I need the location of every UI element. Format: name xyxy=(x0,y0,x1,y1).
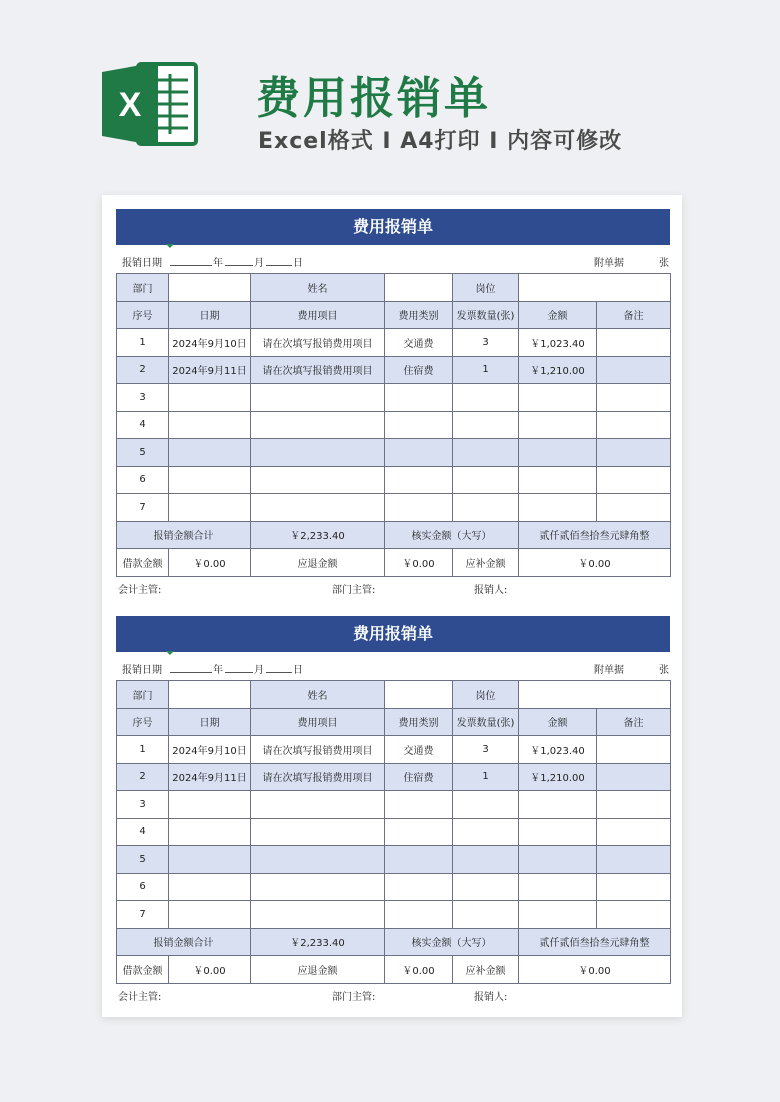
supplement-value[interactable]: ￥0.00 xyxy=(519,549,671,577)
table-cell[interactable] xyxy=(169,439,251,467)
table-cell[interactable] xyxy=(169,681,251,709)
refund-label: 应退金额 xyxy=(251,956,385,984)
table-cell[interactable] xyxy=(597,818,671,846)
table-cell[interactable] xyxy=(453,873,519,901)
table-cell[interactable]: 7 xyxy=(117,901,169,929)
dept-manager-label: 部门主管: xyxy=(332,584,376,596)
total-value[interactable]: ￥2,233.40 xyxy=(251,928,385,956)
column-header: 日期 xyxy=(169,301,251,329)
table-row xyxy=(117,791,671,819)
column-header: 金额 xyxy=(519,301,597,329)
table-cell[interactable]: ￥1,023.40 xyxy=(519,329,597,357)
total-label: 报销金额合计 xyxy=(117,521,251,549)
table-cell[interactable]: ￥1,210.00 xyxy=(519,763,597,791)
settlement-row xyxy=(117,956,671,984)
name-label: 姓名 xyxy=(251,681,385,709)
table-row xyxy=(117,818,671,846)
table-cell[interactable] xyxy=(597,736,671,764)
column-header: 金额 xyxy=(519,708,597,736)
column-header: 费用类别 xyxy=(385,708,453,736)
column-header: 日期 xyxy=(169,708,251,736)
year-label: 年 xyxy=(213,258,223,269)
day-label: 日 xyxy=(293,258,303,269)
month-blank[interactable] xyxy=(225,672,253,673)
table-cell[interactable] xyxy=(519,901,597,929)
table-cell[interactable] xyxy=(519,411,597,439)
table-cell[interactable] xyxy=(251,411,385,439)
page-title: 费用报销单 xyxy=(256,73,491,124)
table-cell[interactable]: 4 xyxy=(117,818,169,846)
month-label: 月 xyxy=(254,665,264,676)
table-header-row xyxy=(117,301,671,329)
table-cell[interactable] xyxy=(169,411,251,439)
table-row xyxy=(117,384,671,412)
attachment-label: 附单据 xyxy=(594,258,624,269)
table-cell[interactable] xyxy=(453,466,519,494)
settlement-row xyxy=(117,549,671,577)
month-label: 月 xyxy=(254,258,264,269)
expense-form xyxy=(116,209,670,597)
table-row xyxy=(117,901,671,929)
table-cell[interactable] xyxy=(385,791,453,819)
loan-label: 借款金额 xyxy=(117,549,169,577)
table-cell[interactable]: 请在次填写报销费用项目 xyxy=(251,356,385,384)
table-cell[interactable] xyxy=(385,681,453,709)
accountant-label: 会计主管: xyxy=(118,584,162,596)
verify-value[interactable]: 贰仟贰佰叁拾叁元肆角整 xyxy=(519,928,671,956)
table-cell[interactable] xyxy=(453,411,519,439)
column-header: 发票数量(张) xyxy=(453,708,519,736)
loan-label: 借款金额 xyxy=(117,956,169,984)
table-cell[interactable] xyxy=(169,901,251,929)
year-blank[interactable] xyxy=(170,672,212,673)
table-cell[interactable]: 1 xyxy=(453,356,519,384)
table-cell[interactable] xyxy=(251,846,385,874)
date-label: 报销日期 xyxy=(122,258,162,269)
page-subtitle: Excel格式 I A4打印 I 内容可修改 xyxy=(258,129,623,154)
refund-value[interactable]: ￥0.00 xyxy=(385,549,453,577)
dept-manager-label: 部门主管: xyxy=(332,991,376,1003)
day-blank[interactable] xyxy=(266,672,292,673)
table-cell[interactable] xyxy=(251,439,385,467)
table-cell[interactable] xyxy=(385,901,453,929)
table-cell[interactable] xyxy=(251,466,385,494)
table-header-row xyxy=(117,708,671,736)
month-blank[interactable] xyxy=(225,265,253,266)
table-row xyxy=(117,494,671,522)
loan-value[interactable]: ￥0.00 xyxy=(169,956,251,984)
table-row xyxy=(117,356,671,384)
table-cell[interactable]: 交通费 xyxy=(385,736,453,764)
table-row xyxy=(117,274,671,302)
table-cell[interactable]: 2024年9月11日 xyxy=(169,763,251,791)
attachment-unit: 张 xyxy=(659,258,669,269)
table-cell[interactable] xyxy=(519,791,597,819)
attachment-label: 附单据 xyxy=(594,665,624,676)
excel-logo-icon xyxy=(100,58,200,150)
dept-label: 部门 xyxy=(117,274,169,302)
table-cell[interactable] xyxy=(385,274,453,302)
total-row xyxy=(117,928,671,956)
table-cell[interactable]: 2 xyxy=(117,763,169,791)
table-cell[interactable]: 2024年9月10日 xyxy=(169,736,251,764)
table-cell[interactable]: 住宿费 xyxy=(385,356,453,384)
table-cell[interactable] xyxy=(519,873,597,901)
table-cell[interactable]: 6 xyxy=(117,873,169,901)
table-cell[interactable] xyxy=(385,494,453,522)
verify-label: 核实金额（大写） xyxy=(385,928,519,956)
table-cell[interactable] xyxy=(519,466,597,494)
table-cell[interactable]: 1 xyxy=(117,736,169,764)
table-cell[interactable] xyxy=(385,846,453,874)
attachment-unit: 张 xyxy=(659,665,669,676)
form-title: 费用报销单 xyxy=(352,217,433,236)
form-title-bar xyxy=(116,616,670,652)
table-cell[interactable] xyxy=(453,846,519,874)
table-cell[interactable] xyxy=(519,439,597,467)
table-cell[interactable] xyxy=(597,494,671,522)
table-row xyxy=(117,846,671,874)
table-cell[interactable]: 3 xyxy=(117,791,169,819)
table-cell[interactable]: 1 xyxy=(117,329,169,357)
table-cell[interactable] xyxy=(597,384,671,412)
table-cell[interactable]: 3 xyxy=(453,329,519,357)
table-cell[interactable] xyxy=(251,901,385,929)
table-cell[interactable] xyxy=(597,873,671,901)
table-cell[interactable] xyxy=(385,384,453,412)
table-cell[interactable] xyxy=(251,818,385,846)
column-header: 费用类别 xyxy=(385,301,453,329)
date-row xyxy=(116,652,670,680)
table-row xyxy=(117,329,671,357)
table-cell[interactable] xyxy=(453,818,519,846)
table-cell[interactable] xyxy=(251,791,385,819)
table-cell[interactable]: 1 xyxy=(453,763,519,791)
table-cell[interactable] xyxy=(251,873,385,901)
signature-row xyxy=(116,984,670,1004)
table-row xyxy=(117,873,671,901)
table-cell[interactable]: 住宿费 xyxy=(385,763,453,791)
table-cell[interactable]: 6 xyxy=(117,466,169,494)
year-label: 年 xyxy=(213,665,223,676)
column-header: 备注 xyxy=(597,708,671,736)
table-cell[interactable] xyxy=(453,901,519,929)
refund-value[interactable]: ￥0.00 xyxy=(385,956,453,984)
table-cell[interactable] xyxy=(169,846,251,874)
expense-form xyxy=(116,616,670,1004)
table-cell[interactable] xyxy=(169,466,251,494)
paper-sheet xyxy=(102,195,682,1017)
form-title-bar xyxy=(116,209,670,245)
table-cell[interactable] xyxy=(169,384,251,412)
table-cell[interactable] xyxy=(169,818,251,846)
table-cell[interactable] xyxy=(519,274,671,302)
svg-text:X: X xyxy=(118,86,142,124)
column-header: 发票数量(张) xyxy=(453,301,519,329)
post-label: 岗位 xyxy=(453,274,519,302)
table-cell[interactable] xyxy=(597,411,671,439)
table-cell[interactable] xyxy=(597,466,671,494)
table-cell[interactable]: 5 xyxy=(117,846,169,874)
table-cell[interactable] xyxy=(453,384,519,412)
table-cell[interactable] xyxy=(169,791,251,819)
total-label: 报销金额合计 xyxy=(117,928,251,956)
table-cell[interactable]: 2 xyxy=(117,356,169,384)
table-cell[interactable]: 请在次填写报销费用项目 xyxy=(251,329,385,357)
table-cell[interactable] xyxy=(519,494,597,522)
column-header: 序号 xyxy=(117,301,169,329)
expense-table xyxy=(116,680,671,984)
claimant-label: 报销人: xyxy=(474,584,508,596)
column-header: 序号 xyxy=(117,708,169,736)
accountant-label: 会计主管: xyxy=(118,991,162,1003)
table-cell[interactable]: 请在次填写报销费用项目 xyxy=(251,736,385,764)
claimant-label: 报销人: xyxy=(474,991,508,1003)
table-cell[interactable] xyxy=(169,873,251,901)
table-row xyxy=(117,411,671,439)
table-cell[interactable] xyxy=(519,846,597,874)
verify-value[interactable]: 贰仟贰佰叁拾叁元肆角整 xyxy=(519,521,671,549)
table-cell[interactable] xyxy=(453,439,519,467)
table-cell[interactable] xyxy=(597,356,671,384)
table-cell[interactable] xyxy=(453,791,519,819)
table-cell[interactable] xyxy=(169,274,251,302)
table-cell[interactable] xyxy=(385,466,453,494)
column-header: 备注 xyxy=(597,301,671,329)
table-cell[interactable]: ￥1,023.40 xyxy=(519,736,597,764)
table-cell[interactable] xyxy=(251,494,385,522)
table-row xyxy=(117,736,671,764)
table-cell[interactable]: ￥1,210.00 xyxy=(519,356,597,384)
table-cell[interactable] xyxy=(385,411,453,439)
table-row xyxy=(117,763,671,791)
total-row xyxy=(117,521,671,549)
table-cell[interactable] xyxy=(385,818,453,846)
column-header: 费用项目 xyxy=(251,708,385,736)
table-cell[interactable]: 交通费 xyxy=(385,329,453,357)
signature-row xyxy=(116,577,670,597)
table-cell[interactable]: 4 xyxy=(117,411,169,439)
table-cell[interactable]: 5 xyxy=(117,439,169,467)
table-row xyxy=(117,466,671,494)
dept-label: 部门 xyxy=(117,681,169,709)
supplement-label: 应补金额 xyxy=(453,956,519,984)
table-cell[interactable] xyxy=(519,818,597,846)
year-blank[interactable] xyxy=(170,265,212,266)
table-cell[interactable] xyxy=(519,384,597,412)
day-blank[interactable] xyxy=(266,265,292,266)
table-cell[interactable] xyxy=(385,873,453,901)
table-cell[interactable]: 2024年9月10日 xyxy=(169,329,251,357)
table-cell[interactable] xyxy=(519,681,671,709)
table-row xyxy=(117,439,671,467)
form-title: 费用报销单 xyxy=(352,624,433,643)
table-cell[interactable]: 请在次填写报销费用项目 xyxy=(251,763,385,791)
table-row xyxy=(117,681,671,709)
table-cell[interactable] xyxy=(597,329,671,357)
table-cell[interactable] xyxy=(453,494,519,522)
date-row xyxy=(116,245,670,273)
supplement-label: 应补金额 xyxy=(453,549,519,577)
table-cell[interactable] xyxy=(597,763,671,791)
table-cell[interactable] xyxy=(385,439,453,467)
total-value[interactable]: ￥2,233.40 xyxy=(251,521,385,549)
table-cell[interactable] xyxy=(597,901,671,929)
post-label: 岗位 xyxy=(453,681,519,709)
table-cell[interactable]: 3 xyxy=(117,384,169,412)
date-label: 报销日期 xyxy=(122,665,162,676)
verify-label: 核实金额（大写） xyxy=(385,521,519,549)
table-cell[interactable] xyxy=(597,439,671,467)
refund-label: 应退金额 xyxy=(251,549,385,577)
loan-value[interactable]: ￥0.00 xyxy=(169,549,251,577)
expense-table xyxy=(116,273,671,577)
table-cell[interactable] xyxy=(169,494,251,522)
table-cell[interactable]: 7 xyxy=(117,494,169,522)
name-label: 姓名 xyxy=(251,274,385,302)
table-cell[interactable] xyxy=(597,846,671,874)
table-cell[interactable] xyxy=(597,791,671,819)
table-cell[interactable] xyxy=(251,384,385,412)
column-header: 费用项目 xyxy=(251,301,385,329)
table-cell[interactable]: 2024年9月11日 xyxy=(169,356,251,384)
day-label: 日 xyxy=(293,665,303,676)
table-cell[interactable]: 3 xyxy=(453,736,519,764)
supplement-value[interactable]: ￥0.00 xyxy=(519,956,671,984)
